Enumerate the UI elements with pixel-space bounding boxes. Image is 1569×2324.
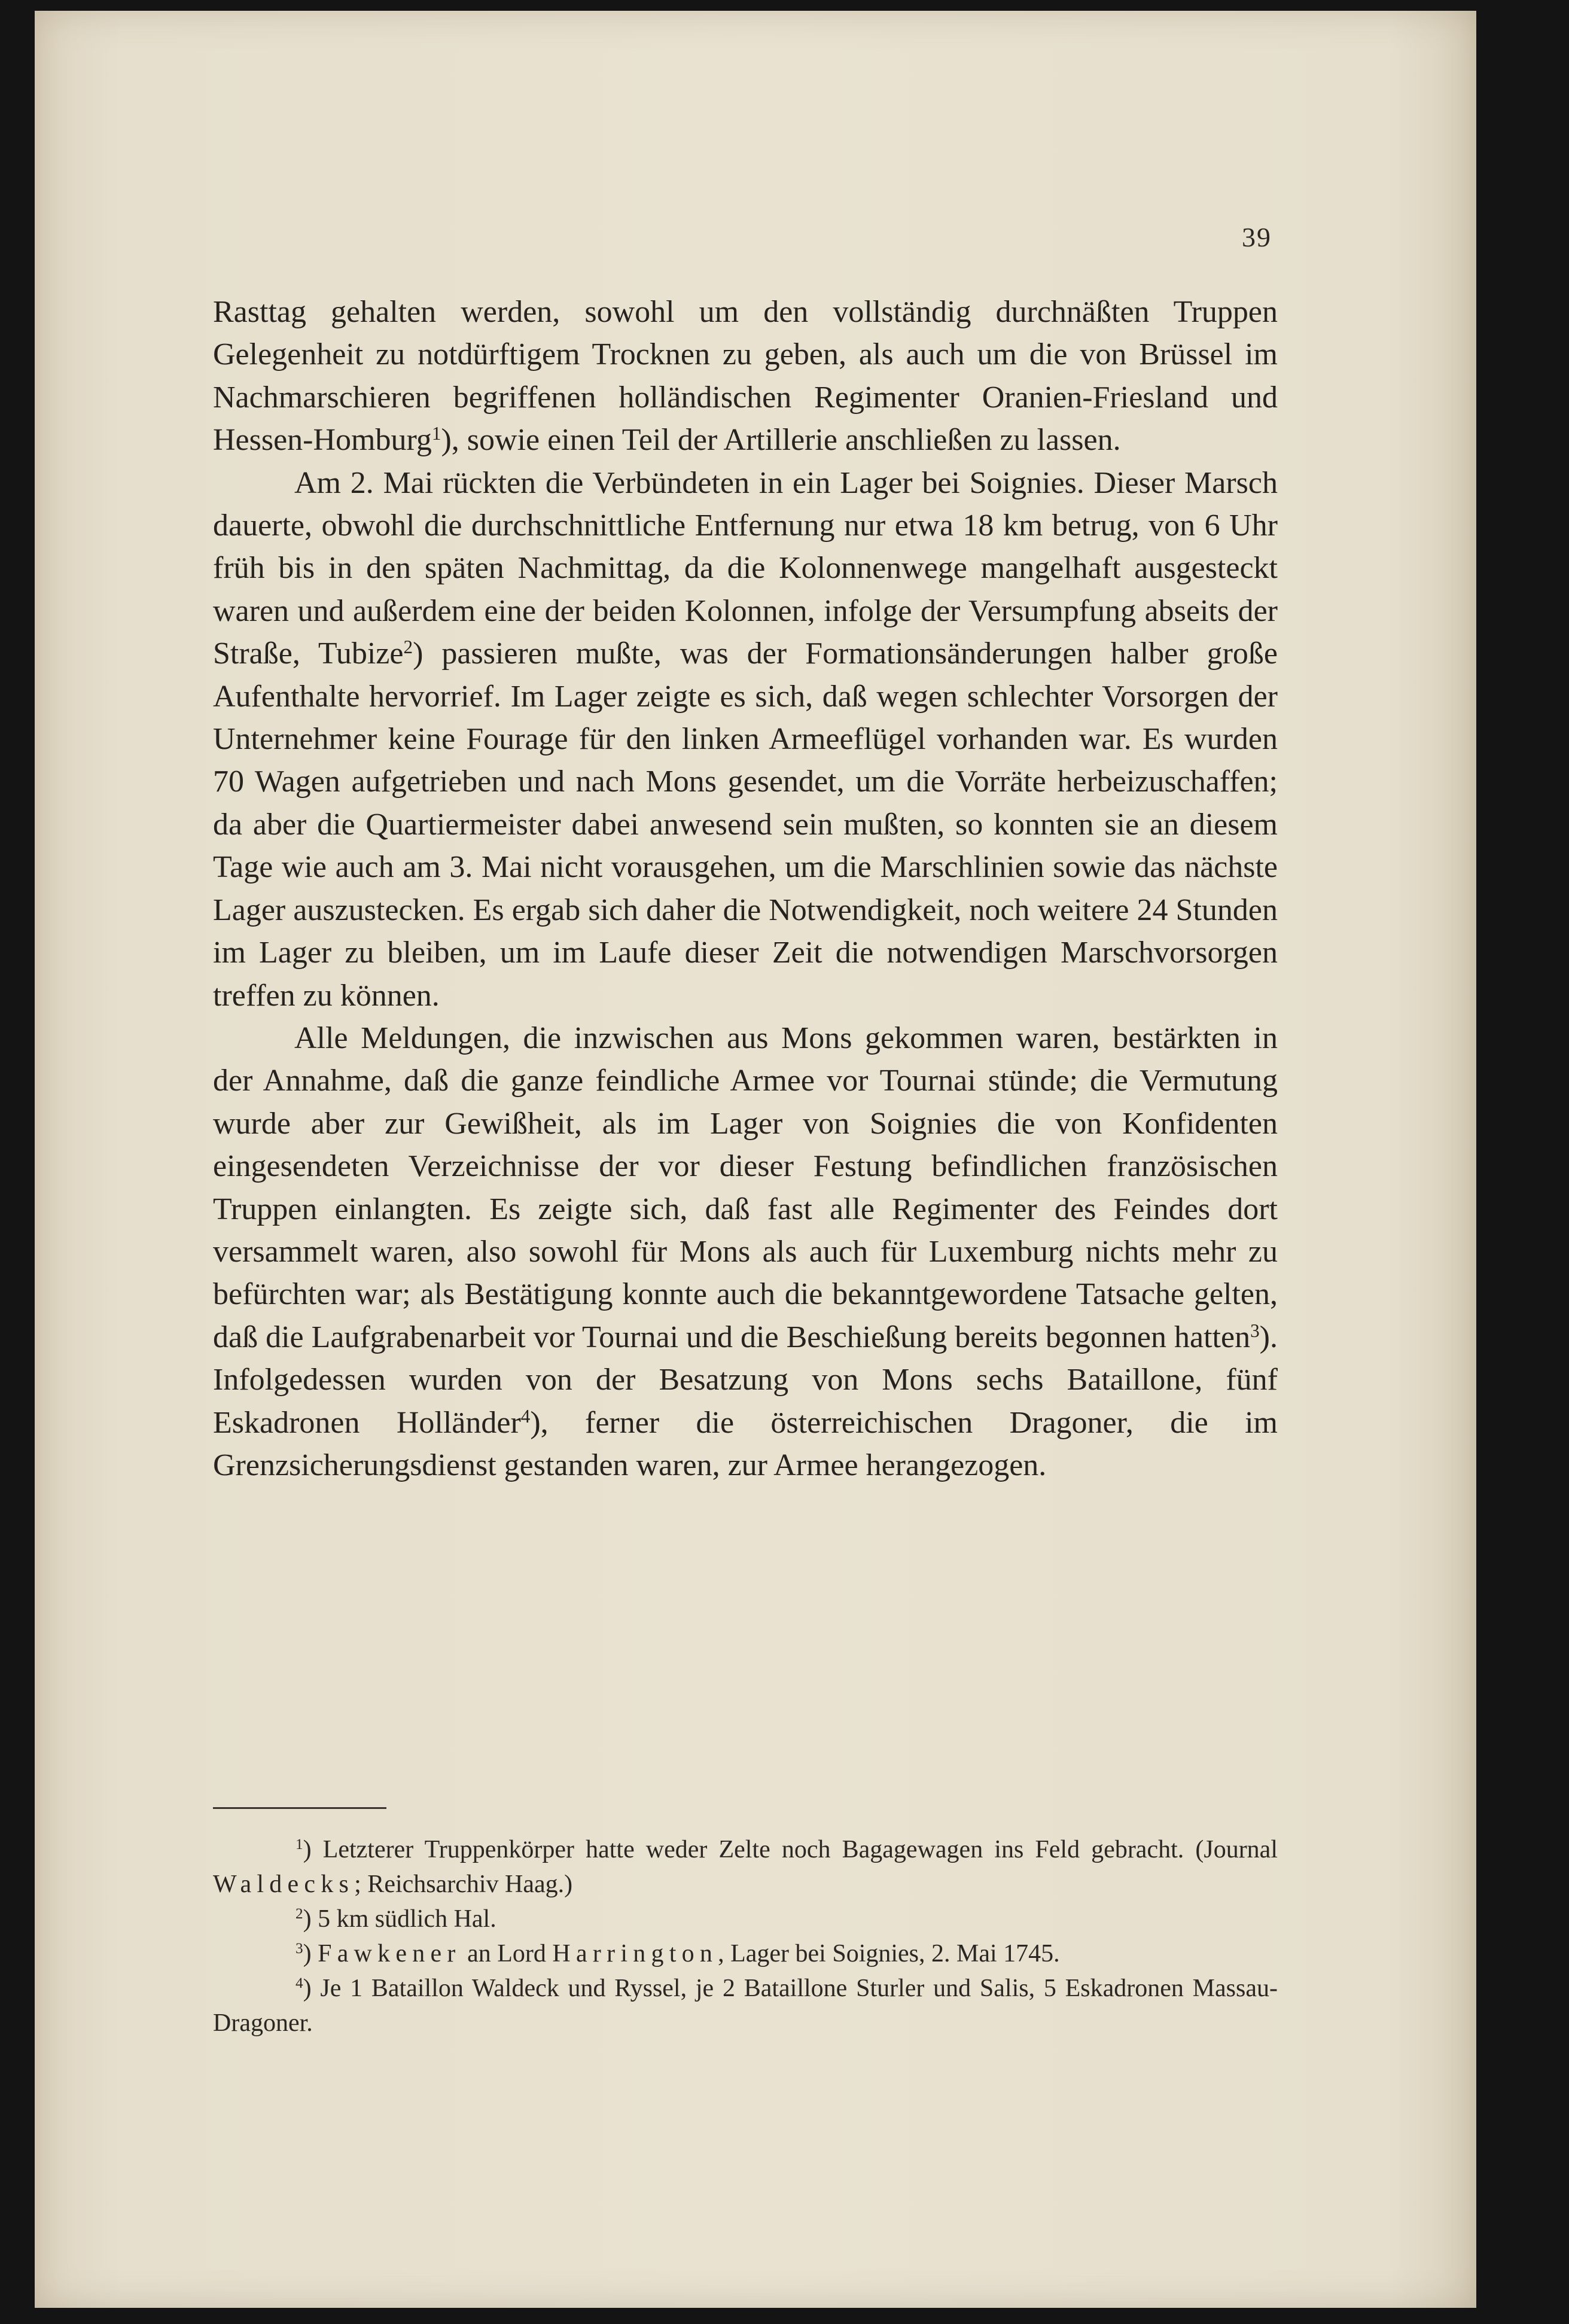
paragraph-3: Alle Meldungen, die inzwischen aus Mons gekommen waren, bestärkten in der Annahme, daß die ganze feindliche Armee vor Tournai stünde; die Vermutung wurde aber zur Gewißheit, als im Lager von Soignies die von Konfidenten eingesendeten Verzeichnisse der vor dieser Festung befindlichen französischen Truppen einlangten. Es zeigte sich, daß fast alle Regimenter des Feindes dort versammelt waren, also sowohl für Mons als auch für Luxemburg nichts mehr zu befürchten war; als Bestätigung konnte auch die bekanntgewordene Tatsache gelten, daß die Laufgrabenarbeit vor Tournai und die Beschießung bereits begonnen hatten$^3$). Infolgedessen wurden von der Besatzung von Mons sechs Bataillone, fünf Eskadronen Holländer$^4$), ferner die österreichischen Dragoner, die im Grenzsicherungsdienst gestanden waren, zur Armee herangezogen. bbox=[213, 1021, 1278, 1482]
footnote-1: $^1$) Letzterer Truppenkörper hatte weder Zelte noch Bagagewagen ins Feld gebracht. (Journal Waldecks; Reichsarchiv Haag.) bbox=[213, 1836, 1278, 1898]
paragraph-2: Am 2. Mai rückten die Verbündeten in ein Lager bei Soignies. Dieser Marsch dauerte, obwohl die durchschnittliche Entfernung nur etwa 18 km betrug, von 6 Uhr früh bis in den späten Nachmittag, da die Kolonnenwege mangelhaft ausgesteckt waren und außerdem eine der beiden Kolonnen, infolge der Versumpfung abseits der Straße, Tubize$^2$) passieren mußte, was der Formationsänderungen halber große Aufenthalte hervorrief. Im Lager zeigte es sich, daß wegen schlechter Vorsorgen der Unternehmer keine Fourage für den linken Armeeflügel vorhanden war. Es wurden 70 Wagen aufgetrieben und nach Mons gesendet, um die Vorräte herbeizuschaffen; da aber die Quartiermeister dabei anwesend sein mußten, so konnten sie an diesem Tage wie auch am 3. Mai nicht vorausgehen, um die Marschlinien sowie das nächste Lager auszustecken. Es ergab sich daher die Notwendigkeit, noch weitere 24 Stunden im Lager zu bleiben, um im Laufe dieser Zeit die notwendigen Marschvorsorgen treffen zu können. bbox=[213, 465, 1278, 1013]
footnote-ref-1: 1 bbox=[431, 423, 441, 444]
page-number: 39 bbox=[1242, 222, 1272, 252]
footnote-ref-4: 4 bbox=[520, 1405, 531, 1427]
footnote-separator bbox=[213, 1807, 386, 1809]
footnote-3: $^3$) Fawkener an Lord Harrington, Lager bei Soignies, 2. Mai 1745. bbox=[295, 1940, 1060, 1967]
footnote-2: $^2$) 5 km südlich Hal. bbox=[295, 1905, 496, 1933]
book-page bbox=[35, 11, 1476, 2308]
footnote-ref-2: 2 bbox=[403, 636, 413, 658]
footnotes bbox=[213, 1832, 1278, 2040]
main-text bbox=[213, 291, 1278, 1487]
footnote-ref-3: 3 bbox=[1250, 1320, 1260, 1341]
paragraph-1: Rasttag gehalten werden, sowohl um den vollständig durchnäßten Truppen Gelegenheit zu notdürftigem Trocknen zu geben, als auch um die von Brüssel im Nachmarschieren begriffenen holländischen Regimenter Oranien-Friesland und Hessen-Homburg$^1$), sowie einen Teil der Artillerie anschließen zu lassen. bbox=[213, 295, 1278, 458]
footnote-4: $^4$) Je 1 Bataillon Waldeck und Ryssel, je 2 Bataillone Sturler und Salis, 5 Eskadronen Massau-Dragoner. bbox=[213, 1975, 1278, 2037]
